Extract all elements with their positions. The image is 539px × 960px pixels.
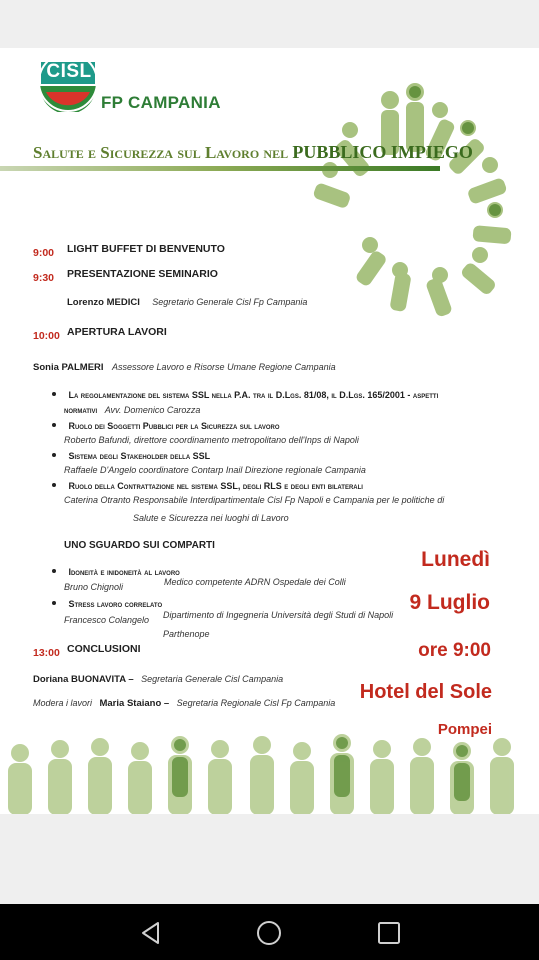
people-circle-illustration bbox=[290, 70, 539, 330]
logo-text: CISL bbox=[46, 61, 92, 82]
moderator-role: Segretaria Regionale Cisl Fp Campania bbox=[176, 698, 336, 708]
program-row-4 bbox=[33, 643, 141, 661]
back-icon[interactable] bbox=[136, 918, 166, 948]
section-title: UNO SGUARDO SUI COMPARTI bbox=[64, 540, 215, 551]
title-part2: PUBBLICO IMPIEGO bbox=[292, 142, 473, 162]
bullet-dot bbox=[52, 453, 56, 457]
bullet-text: La regolamentazione del sistema SSL nella P.A. tra il D.Lgs. 81/08, il D.Lgs. 165/2001 - aspetti bbox=[68, 390, 439, 400]
bullet-speaker: Caterina Otranto Responsabile Interdipartimentale Cisl Fp Napoli e Campania per le politiche di bbox=[64, 495, 445, 505]
bullet-dot bbox=[52, 569, 56, 573]
moderator-name: Maria Staiano – bbox=[99, 698, 170, 709]
event-time: ore 9:00 bbox=[418, 640, 491, 661]
bullet-speaker: Salute e Sicurezza nei luoghi di Lavoro bbox=[133, 513, 289, 523]
moderator bbox=[33, 693, 335, 711]
time-label: 9:00 bbox=[33, 247, 55, 259]
speaker-role: Segretario Generale Cisl Fp Campania bbox=[152, 297, 308, 307]
bullet-text: Ruolo dei Soggetti Pubblici per la Sicurezza sul lavoro bbox=[68, 421, 280, 431]
speaker-name: Bruno Chignoli bbox=[64, 582, 124, 592]
event-date: 9 Luglio bbox=[409, 591, 490, 614]
comparto-speaker-1 bbox=[64, 577, 346, 595]
section-heading bbox=[64, 535, 215, 553]
home-icon[interactable] bbox=[254, 918, 284, 948]
bullet-speaker-4b bbox=[133, 508, 289, 526]
speaker-palmeri bbox=[33, 357, 336, 375]
system-navigation-bar bbox=[0, 904, 539, 960]
speaker-name: Francesco Colangelo bbox=[64, 615, 150, 625]
activity-label: PRESENTAZIONE SEMINARIO bbox=[67, 268, 218, 280]
comparto-speaker-2b bbox=[163, 624, 210, 642]
time-label: 10:00 bbox=[33, 330, 60, 342]
event-city: Pompei bbox=[437, 721, 492, 738]
speaker-role: Dipartimento di Ingegneria Università degli Studi di Napoli bbox=[163, 610, 394, 620]
speaker-role: Assessore Lavoro e Risorse Umane Regione Campania bbox=[112, 362, 336, 372]
speaker-name: Sonia PALMERI bbox=[33, 362, 104, 373]
time-label: 13:00 bbox=[33, 647, 60, 659]
bullet-dot bbox=[52, 601, 56, 605]
bullet-text: Ruolo della Contrattazione nel sistema SSL, degli RLS e degli enti bilaterali bbox=[68, 481, 363, 491]
speaker-name: Lorenzo MEDICI bbox=[67, 297, 140, 308]
status-area bbox=[0, 0, 539, 48]
bullet-text: normativi bbox=[64, 405, 98, 415]
activity-label: LIGHT BUFFET DI BENVENUTO bbox=[67, 243, 225, 255]
recents-icon[interactable] bbox=[374, 918, 404, 948]
bullet-speaker: Avv. Domenico Carozza bbox=[104, 405, 201, 415]
org-name: FP CAMPANIA bbox=[101, 93, 221, 112]
title-part1: Salute e Sicurezza sul Lavoro nel bbox=[33, 143, 293, 162]
bullet-speaker: Raffaele D'Angelo coordinatore Contarp Inail Direzione regionale Campania bbox=[64, 465, 366, 475]
moderator-label: Modera i lavori bbox=[33, 698, 93, 708]
bullet-text: Idoneità e inidoneità al lavoro bbox=[68, 567, 180, 577]
speaker-name: Doriana BUONAVITA – bbox=[33, 674, 134, 685]
seminar-title bbox=[33, 142, 473, 163]
time-label: 9:30 bbox=[33, 272, 55, 284]
comparto-speaker-2 bbox=[64, 610, 394, 628]
people-row-illustration bbox=[0, 723, 539, 815]
speaker-buonavita bbox=[33, 669, 283, 687]
event-day: Lunedì bbox=[421, 548, 490, 571]
bullet-speaker-4a bbox=[64, 490, 444, 508]
activity-label: CONCLUSIONI bbox=[67, 643, 141, 655]
event-venue: Hotel del Sole bbox=[359, 681, 492, 703]
program-row-3 bbox=[33, 326, 167, 344]
speaker-role: Parthenope bbox=[163, 629, 210, 639]
bullet-dot bbox=[52, 423, 56, 427]
bullet-text: Sistema degli Stakeholder della SSL bbox=[68, 451, 211, 461]
activity-label: APERTURA LAVORI bbox=[67, 326, 167, 338]
program-row-2 bbox=[33, 268, 218, 286]
speaker-role: Segretaria Generale Cisl Campania bbox=[141, 674, 284, 684]
empty-area bbox=[0, 814, 539, 904]
speaker-role: Medico competente ADRN Ospedale dei Colli bbox=[164, 577, 346, 587]
bullet-text: Stress lavoro correlato bbox=[68, 599, 163, 609]
bullet-dot bbox=[52, 483, 56, 487]
speaker-medici bbox=[67, 292, 307, 310]
bullet-dot bbox=[52, 392, 56, 396]
title-underline bbox=[0, 166, 440, 171]
program-row-1 bbox=[33, 243, 225, 261]
bullet-speaker: Roberto Bafundi, direttore coordinamento metropolitano dell'Inps di Napoli bbox=[64, 435, 359, 445]
